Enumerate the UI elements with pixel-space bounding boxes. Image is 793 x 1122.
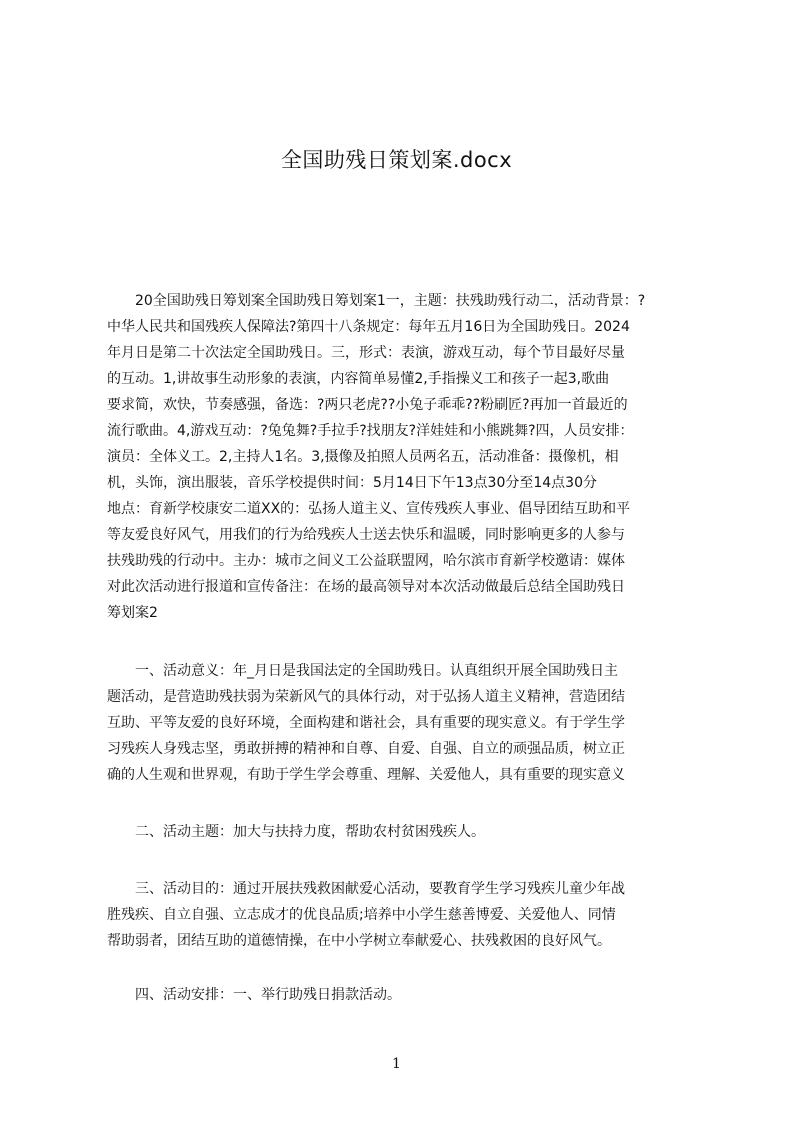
text-line: 20全国助残日筹划案全国助残日筹划案1一，主题：扶残助残行动二，活动背景：? <box>107 293 646 309</box>
text-line: 互助、平等友爱的良好环境，全面构建和谐社会，具有重要的现实意义。有于学生学 <box>107 715 625 731</box>
text-line: 年月日是第二十次法定全国助残日。三，形式：表演，游戏互动，每个节目最好尽量 <box>107 345 625 361</box>
paragraph-1 <box>107 288 727 626</box>
text-line: 演员：全体义工。2,主持人1名。3,摄像及拍照人员两名五，活动准备：摄像机，相 <box>107 449 619 465</box>
text-line: 筹划案2 <box>107 605 158 621</box>
text-line: 二、活动主题：加大与扶持力度，帮助农村贫困残疾人。 <box>107 824 485 840</box>
text-line: 一、活动意义：年_月日是我国法定的全国助残日。认真组织开展全国助残日主 <box>107 663 618 679</box>
paragraph-5 <box>107 982 727 1008</box>
text-line: 四、活动安排：一、举行助残日捐款活动。 <box>107 987 401 1003</box>
document-title: 全国助残日策划案.docx <box>280 148 513 172</box>
text-line: 机，头饰，演出服装，音乐学校提供时间：5月14日下午13点30分至14点30分 <box>107 475 597 491</box>
text-line: 确的人生观和世界观，有助于学生学会尊重、理解、关爱他人，具有重要的现实意义 <box>107 767 625 783</box>
text-line: 中华人民共和国残疾人保障法?第四十八条规定：每年五月16日为全国助残日。2024 <box>107 319 630 335</box>
paragraph-4 <box>107 876 727 954</box>
text-line: 帮助弱者，团结互助的道德情操，在中小学树立奉献爱心、扶残救困的良好风气。 <box>107 933 611 949</box>
text-line: 对此次活动进行报道和宣传备注：在场的最高领导对本次活动做最后总结全国助残日 <box>107 579 625 595</box>
paragraph-2 <box>107 658 727 788</box>
text-line: 要求简，欢快，节奏感强，备选：?两只老虎??小兔子乖乖??粉刷匠?再加一首最近的 <box>107 397 628 413</box>
text-line: 习残疾人身残志坚，勇敢拼搏的精神和自尊、自爱、自强、自立的顽强品质，树立正 <box>107 741 625 757</box>
text-line: 扶残助残的行动中。主办：城市之间义工公益联盟网，哈尔滨市育新学校邀请：媒体 <box>107 553 625 569</box>
text-line: 的互动。1,讲故事生动形象的表演，内容简单易懂2,手指操义工和孩子一起3,歌曲 <box>107 371 610 387</box>
text-line: 题活动，是营造助残扶弱为荣新风气的具体行动，对于弘扬人道主义精神，营造团结 <box>107 689 625 705</box>
text-line: 流行歌曲。4,游戏互动：?兔兔舞?手拉手?找朋友?洋娃娃和小熊跳舞?四，人员安排： <box>107 423 634 439</box>
text-line: 地点：育新学校康安二道XX的：弘扬人道主义、宣传残疾人事业、倡导团结互助和平 <box>107 501 631 517</box>
text-line: 胜残疾、自立自强、立志成才的优良品质;培养中小学生慈善博爱、关爱他人、同情 <box>107 907 616 923</box>
text-line: 三、活动目的：通过开展扶残救困献爱心活动，要教育学生学习残疾儿童少年战 <box>107 881 625 897</box>
page-number: 1 <box>392 1056 401 1072</box>
paragraph-3 <box>107 819 727 845</box>
text-line: 等友爱良好风气，用我们的行为给残疾人士送去快乐和温暖，同时影响更多的人参与 <box>107 527 625 543</box>
